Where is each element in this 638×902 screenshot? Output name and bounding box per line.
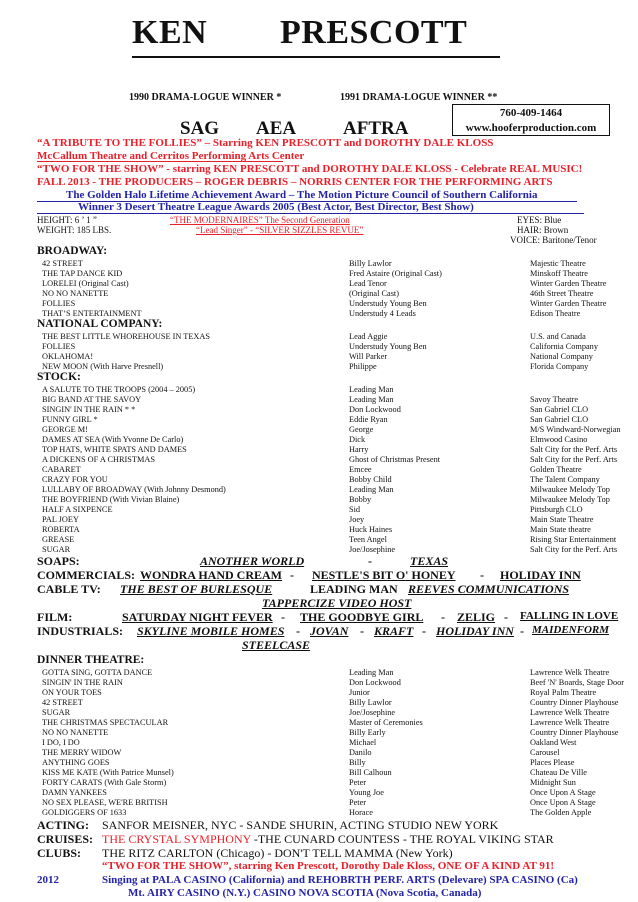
credit-row xyxy=(42,688,602,698)
credit-show: NO NO NANETTE xyxy=(42,727,109,737)
cable-leading-man: LEADING MAN xyxy=(310,582,398,596)
industrial-steelcase: STEELCASE xyxy=(242,638,311,652)
industrial-skyline: SKYLINE MOBILE HOMES xyxy=(137,624,285,638)
credit-role: Leading Man xyxy=(349,668,394,677)
credit-row xyxy=(42,395,602,405)
credit-role: Michael xyxy=(349,737,377,747)
contact-box xyxy=(452,104,610,136)
dinner-heading: DINNER THEATRE: xyxy=(37,654,145,666)
credit-row xyxy=(42,342,602,352)
credit-venue: Golden Theatre xyxy=(530,464,582,474)
two-for-show-line: “TWO FOR THE SHOW”, starring Ken Prescott, Dorothy Dale Kloss, ONE OF A KIND AT 91! xyxy=(102,860,555,872)
credit-venue: Winter Garden Theatre xyxy=(530,278,607,288)
highlight-desert-awards: Winner 3 Desert Theatre League Awards 2005 (Best Actor, Best Director, Best Show) xyxy=(78,201,474,213)
highlight-two-for-show: “TWO FOR THE SHOW” - starring KEN PRESCOTT and DOROTHY DALE KLOSS - Celebrate REAL MUSIC! xyxy=(37,163,583,175)
credit-show: ROBERTA xyxy=(42,524,80,534)
credit-role: Lead Tenor xyxy=(349,278,387,288)
credit-role: Understudy 4 Leads xyxy=(349,308,416,318)
credit-show: NO NO NANETTE xyxy=(42,288,109,298)
lead-singer-group: “Lead Singer” - “SILVER SIZZLES REVUE” xyxy=(196,225,364,235)
credit-row xyxy=(42,798,602,808)
credit-venue: Winter Garden Theatre xyxy=(530,298,607,308)
credit-role: Leading Man xyxy=(349,385,394,394)
credit-row xyxy=(42,717,610,728)
highlight-producers: FALL 2013 - THE PRODUCERS – ROGER DEBRIS – NORRIS CENTER FOR THE PERFORMING ARTS xyxy=(37,176,553,188)
credit-show: THE CHRISTMAS SPECTACULAR xyxy=(42,717,169,727)
credit-venue: Milwaukee Melody Top xyxy=(530,494,610,504)
credit-show: 42 STREET xyxy=(42,259,83,268)
credit-show: OKLAHOMA! xyxy=(42,351,94,361)
credit-row xyxy=(42,298,607,309)
industrials-dash-2: - xyxy=(360,624,364,638)
highlight-rule-3 xyxy=(37,213,584,214)
credit-row xyxy=(42,788,602,798)
cruise-crystal-symphony: THE CRYSTAL SYMPHONY xyxy=(102,832,251,846)
credit-row xyxy=(42,454,618,465)
union-aftra: AFTRA xyxy=(343,118,409,139)
broadway-heading: BROADWAY: xyxy=(37,245,108,257)
credit-row xyxy=(42,808,602,818)
soaps-separator: - xyxy=(368,554,372,568)
credit-row xyxy=(42,269,602,279)
highlight-venues: McCallum Theatre and Cerritos Performing Arts Center xyxy=(37,150,305,162)
industrial-jovan: JOVAN xyxy=(310,624,349,638)
eyes: EYES: Blue xyxy=(517,215,562,225)
credit-role: Joey xyxy=(349,514,365,524)
credit-show: NO SEX PLEASE, WE'RE BRITISH xyxy=(42,797,168,807)
credit-role: Young Joe xyxy=(349,787,384,797)
credit-show: CABARET xyxy=(42,464,81,474)
credit-row xyxy=(42,727,619,738)
credit-row xyxy=(42,405,602,415)
cruises-label: CRUISES: xyxy=(37,832,94,846)
credit-role: Huck Haines xyxy=(349,524,393,534)
highlight-rule-1 xyxy=(37,161,283,162)
credit-venue: Elmwood Casino xyxy=(530,434,588,444)
cable-tappercize: TAPPERCIZE VIDEO HOST xyxy=(262,596,412,610)
credit-venue: Milwaukee Melody Top xyxy=(530,484,610,494)
credit-role: Danilo xyxy=(349,747,372,757)
credit-venue: National Company xyxy=(530,351,593,361)
credit-venue: Midnight Sun xyxy=(530,777,576,787)
cable-reeves: REEVES COMMUNICATIONS xyxy=(408,582,570,596)
acting-training: SANFOR MEISNER, NYC - SANDE SHURIN, ACTING STUDIO NEW YORK xyxy=(102,818,499,832)
industrials-dash-3: - xyxy=(422,624,426,638)
credit-show: SUGAR xyxy=(42,707,71,717)
highlight-golden-halo: The Golden Halo Lifetime Achievement Award – The Motion Picture Council of Southern California xyxy=(66,189,538,201)
highlight-rule-2 xyxy=(37,201,577,202)
name-underline xyxy=(132,56,500,58)
credit-row xyxy=(42,362,602,372)
film-dash-2: - xyxy=(441,610,445,624)
credit-row xyxy=(42,525,602,535)
credit-venue: Oakland West xyxy=(530,737,577,747)
height: HEIGHT: 6 ’ 1 ” xyxy=(37,215,97,225)
credit-role: Will Parker xyxy=(349,351,388,361)
credit-show: ANYTHING GOES xyxy=(42,757,110,767)
acting-label: ACTING: xyxy=(37,818,90,832)
credit-row xyxy=(42,435,602,445)
credit-venue: Minskoff Theatre xyxy=(530,268,588,278)
credit-role: Billy Early xyxy=(349,727,386,737)
credit-venue: San Gabriel CLO xyxy=(530,404,589,414)
credit-row xyxy=(42,259,602,269)
website[interactable]: www.hooferproduction.com xyxy=(465,122,597,134)
film-dash-1: - xyxy=(281,610,285,624)
credit-venue: U.S. and Canada xyxy=(530,332,586,341)
credit-role: George xyxy=(349,424,374,434)
credit-venue: Main State Theatre xyxy=(530,514,594,524)
credit-role: Leading Man xyxy=(349,394,394,404)
credit-show: THE BOYFRIEND (With Vivian Blaine) xyxy=(42,494,180,504)
credit-show: THE BEST LITTLE WHOREHOUSE IN TEXAS xyxy=(42,332,210,341)
credit-role: Billy Lawlor xyxy=(349,259,392,268)
film-dash-3: - xyxy=(504,610,508,624)
credit-venue: Majestic Theatre xyxy=(530,259,586,268)
credit-venue: Carousel xyxy=(530,747,560,757)
commercial-holiday-inn: HOLIDAY INN xyxy=(500,568,581,582)
union-sag: SAG xyxy=(180,118,220,139)
credit-show: CRAZY FOR YOU xyxy=(42,474,108,484)
credit-role: Emcee xyxy=(349,464,372,474)
industrials-dash-1: - xyxy=(296,624,300,638)
credit-row xyxy=(42,278,607,289)
footer-year: 2012 xyxy=(37,874,59,886)
credit-role: Harry xyxy=(349,444,369,454)
credit-row xyxy=(42,385,602,395)
credit-venue: California Company xyxy=(530,341,598,351)
credit-role: Don Lockwood xyxy=(349,677,401,687)
credit-row xyxy=(42,505,602,515)
credit-role: Bobby xyxy=(349,494,372,504)
credit-role: Joe/Josephine xyxy=(349,544,396,554)
film-zelig: ZELIG xyxy=(457,610,496,624)
credit-show: THE TAP DANCE KID xyxy=(42,268,123,278)
cruise-others: -THE CUNARD COUNTESS - THE ROYAL VIKING STAR xyxy=(250,832,554,846)
commercials-dash-2: - xyxy=(480,568,484,582)
clubs-label: CLUBS: xyxy=(37,846,82,860)
credit-role: Sid xyxy=(349,504,361,514)
soap-another-world: ANOTHER WORLD xyxy=(200,554,305,568)
credit-role: (Original Cast) xyxy=(349,288,400,298)
credit-role: Horace xyxy=(349,807,373,817)
soap-texas: TEXAS xyxy=(410,554,449,568)
credit-row xyxy=(42,424,621,435)
credit-role: Joe/Josephine xyxy=(349,707,396,717)
credit-show: DAMES AT SEA (With Yvonne De Carlo) xyxy=(42,434,184,444)
credit-show: FOLLIES xyxy=(42,298,76,308)
credit-show: I DO, I DO xyxy=(42,737,80,747)
credit-role: Master of Ceremonies xyxy=(349,717,423,727)
credit-venue: Royal Palm Theatre xyxy=(530,687,597,697)
credit-venue: Salt City for the Perf. Arts xyxy=(530,454,618,464)
commercials-dash-1: - xyxy=(290,568,294,582)
credit-show: 42 STREET xyxy=(42,697,83,707)
credit-show: BIG BAND AT THE SAVOY xyxy=(42,394,142,404)
hair: HAIR: Brown xyxy=(517,225,569,235)
industrials-dash-4: - xyxy=(520,624,524,638)
weight: WEIGHT: 185 LBS. xyxy=(37,225,112,235)
credit-venue: M/S Windward-Norwegian xyxy=(530,424,621,434)
credit-show: TOP HATS, WHITE SPATS AND DAMES xyxy=(42,444,187,454)
credit-role: Understudy Young Ben xyxy=(349,341,427,351)
credit-show: KISS ME KATE (With Patrice Munsel) xyxy=(42,767,174,777)
industrial-maidenform: MAIDENFORM xyxy=(532,624,610,636)
award-1991: 1991 DRAMA-LOGUE WINNER ** xyxy=(340,92,498,103)
credit-role: Philippe xyxy=(349,361,377,371)
credit-role: Peter xyxy=(349,797,367,807)
credit-venue: Once Upon A Stage xyxy=(530,797,596,807)
credit-show: GOLDIGGERS OF 1633 xyxy=(42,807,127,817)
stock-heading: STOCK: xyxy=(37,371,81,383)
credit-row xyxy=(42,748,602,758)
credit-show: FORTY CARATS (With Gale Storm) xyxy=(42,777,167,787)
industrials-label: INDUSTRIALS: xyxy=(37,624,124,638)
credit-show: FUNNY GIRL * xyxy=(42,414,98,424)
last-name: PRESCOTT xyxy=(280,14,468,51)
credit-role: Junior xyxy=(349,687,370,697)
credit-show: HALF A SIXPENCE xyxy=(42,504,113,514)
highlight-follies: “A TRIBUTE TO THE FOLLIES” – Starring KEN PRESCOTT and DOROTHY DALE KLOSS xyxy=(37,137,494,149)
cruises-list xyxy=(102,832,554,847)
film-label: FILM: xyxy=(37,610,73,624)
credit-venue: Lawrence Welk Theatre xyxy=(530,717,610,727)
voice: VOICE: Baritone/Tenor xyxy=(510,235,597,245)
union-aea: AEA xyxy=(256,118,297,139)
credit-role: Eddie Ryan xyxy=(349,414,388,424)
credit-show: A SALUTE TO THE TROOPS (2004 – 2005) xyxy=(42,385,196,394)
credit-role: Leading Man xyxy=(349,484,394,494)
film-goodbye-girl: THE GOODBYE GIRL xyxy=(300,610,424,624)
credit-venue: Rising Star Entertainment xyxy=(530,534,617,544)
credit-venue: Lawrence Welk Theatre xyxy=(530,668,610,677)
credit-venue: Lawrence Welk Theatre xyxy=(530,707,610,717)
credit-row xyxy=(42,415,602,425)
commercial-wondra: WONDRA HAND CREAM xyxy=(140,568,282,582)
credit-venue: Country Dinner Playhouse xyxy=(530,727,619,737)
credit-show: A DICKENS OF A CHRISTMAS xyxy=(42,454,155,464)
credit-venue: Savoy Theatre xyxy=(530,394,578,404)
credit-show: FOLLIES xyxy=(42,341,76,351)
credit-venue: Places Please xyxy=(530,757,575,767)
credit-role: Dick xyxy=(349,434,366,444)
credit-row xyxy=(42,494,610,505)
industrial-holiday-inn: HOLIDAY INN xyxy=(436,624,514,638)
credit-venue: The Golden Apple xyxy=(530,807,592,817)
credit-venue: Once Upon A Stage xyxy=(530,787,596,797)
credit-role: Bobby Child xyxy=(349,474,392,484)
credit-venue: The Talent Company xyxy=(530,474,600,484)
credit-row xyxy=(42,677,625,688)
credit-venue: Beef 'N' Boards, Stage Door xyxy=(530,677,625,687)
cable-label: CABLE TV: xyxy=(37,582,101,596)
credit-show: SINGIN' IN THE RAIN xyxy=(42,677,123,687)
soaps-label: SOAPS: xyxy=(37,554,80,568)
credit-row xyxy=(42,484,610,495)
credit-row xyxy=(42,475,602,485)
credit-venue: Country Dinner Playhouse xyxy=(530,697,619,707)
credit-show: SINGIN' IN THE RAIN * * xyxy=(42,404,136,414)
casino-line-1: Singing at PALA CASINO (California) and REHOBRTH PERF. ARTS (Delevare) SPA CASINO (Ca) xyxy=(102,874,578,886)
credit-row xyxy=(42,778,602,788)
commercial-nestle: NESTLE'S BIT O' HONEY xyxy=(312,568,456,582)
credit-venue: Salt City for the Perf. Arts xyxy=(530,544,618,554)
credit-row xyxy=(42,332,602,342)
film-saturday-night-fever: SATURDAY NIGHT FEVER xyxy=(122,610,273,624)
credit-show: GEORGE M! xyxy=(42,424,88,434)
credit-show: NEW MOON (With Harve Presnell) xyxy=(42,361,164,371)
credit-role: Peter xyxy=(349,777,367,787)
credit-venue: Edison Theatre xyxy=(530,308,581,318)
credit-row xyxy=(42,544,618,555)
credit-show: GOTTA SING, GOTTA DANCE xyxy=(42,668,153,677)
credit-role: Lead Aggie xyxy=(349,332,388,341)
credit-role: Fred Astaire (Original Cast) xyxy=(349,268,442,278)
credit-row xyxy=(42,758,602,768)
credit-role: Understudy Young Ben xyxy=(349,298,427,308)
first-name: KEN xyxy=(132,14,208,51)
credit-venue: Florida Company xyxy=(530,361,589,371)
credit-show: LORELEI (Original Cast) xyxy=(42,278,129,288)
clubs-list: THE RITZ CARLTON (Chicago) - DON'T TELL MAMMA (New York) xyxy=(102,846,453,860)
credit-row xyxy=(42,352,602,362)
cable-burlesque: THE BEST OF BURLESQUE xyxy=(120,582,273,596)
credit-show: GREASE xyxy=(42,534,75,544)
credit-show: LULLABY OF BROADWAY (With Johnny Desmond) xyxy=(42,484,226,494)
credit-role: Teen Angel xyxy=(349,534,387,544)
credit-venue: San Gabriel CLO xyxy=(530,414,589,424)
credit-venue: Chateau De Ville xyxy=(530,767,587,777)
credit-row xyxy=(42,465,602,475)
credit-row xyxy=(42,738,602,748)
credit-row xyxy=(42,534,617,545)
credit-row xyxy=(42,697,619,708)
credit-row xyxy=(42,289,602,299)
credit-show: ON YOUR TOES xyxy=(42,687,102,697)
credit-venue: Main State theatre xyxy=(530,524,591,534)
film-falling-in-love-visible: FALLING IN LOVE xyxy=(520,610,619,622)
award-1990: 1990 DRAMA-LOGUE WINNER * xyxy=(129,92,282,103)
credit-show: DAMN YANKEES xyxy=(42,787,107,797)
phone-number: 760-409-1464 xyxy=(499,107,563,119)
credit-venue: Pittsburgh CLO xyxy=(530,504,583,514)
credit-show: THAT’S ENTERTAINMENT xyxy=(42,308,142,318)
credit-show: THE MERRY WIDOW xyxy=(42,747,122,757)
credit-role: Bill Calhoun xyxy=(349,767,392,777)
credit-row xyxy=(42,768,602,778)
credit-venue: 46th Street Theatre xyxy=(530,288,594,298)
credit-venue: Salt City for the Perf. Arts xyxy=(530,444,618,454)
credit-role: Don Lockwood xyxy=(349,404,401,414)
credit-show: PAL JOEY xyxy=(42,514,79,524)
credit-role: Billy Lawlor xyxy=(349,697,392,707)
credit-role: Ghost of Christmas Present xyxy=(349,454,441,464)
credit-row xyxy=(42,668,610,678)
credit-row xyxy=(42,444,618,455)
credit-row xyxy=(42,515,602,525)
casino-line-2: Mt. AIRY CASINO (N.Y.) CASINO NOVA SCOTIA (Nova Scotia, Canada) xyxy=(128,887,482,899)
modernaires-group: “THE MODERNAIRES” The Second Generation xyxy=(170,215,350,225)
credit-role: Billy xyxy=(349,757,366,767)
credit-show: SUGAR xyxy=(42,544,71,554)
national-heading: NATIONAL COMPANY: xyxy=(37,318,163,330)
commercials-label: COMMERCIALS: xyxy=(37,568,135,582)
industrial-kraft: KRAFT xyxy=(374,624,414,638)
credit-row xyxy=(42,707,610,718)
